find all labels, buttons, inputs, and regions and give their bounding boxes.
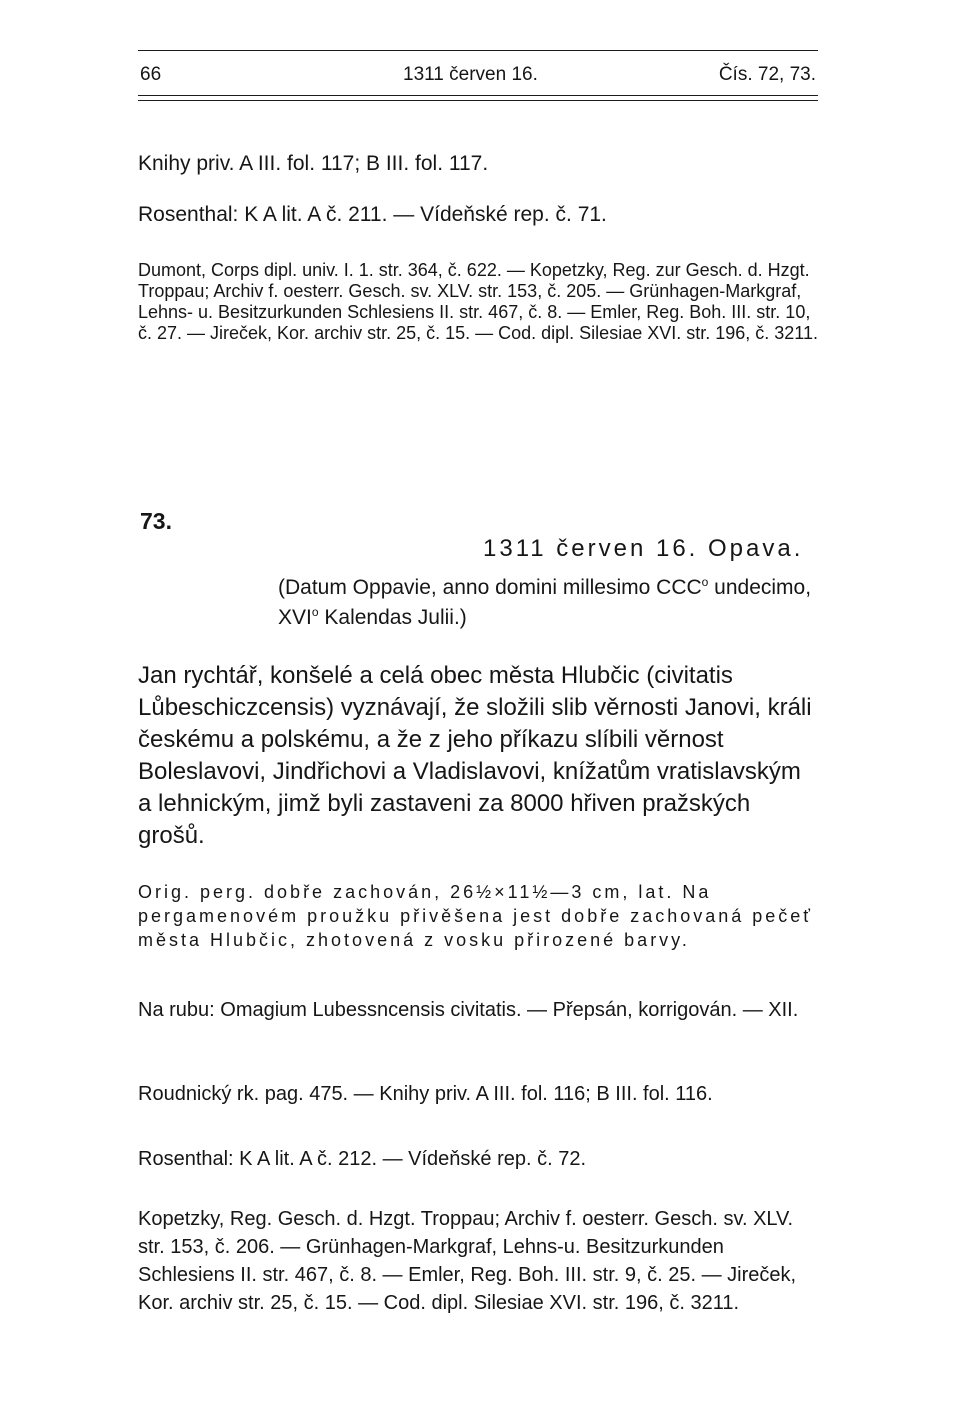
doc73-literature: Kopetzky, Reg. Gesch. d. Hzgt. Troppau; Archiv f. oesterr. Gesch. sv. XLV. str. 153, č. 206. — Grünhagen-Markgraf, Lehns-u. Besitzurkunden Schlesiens II. str. 467, č. 8. — Emler, Reg. Boh. III. str. 9, č. 25. — Jireček, Kor. archiv str. 25, č. 15. — Cod. dipl. Silesiae XVI. str. 196, č. 3211.	[138, 1208, 797, 1314]
regest-paragraph: Jan rychtář, konšelé a celá obec města Hlubčic (civitatis Lůbeschiczcensis) vyznávají, že složili slib věrnosti Janovi, králi českému a polskému, a že z jeho příkazu slíbili věrnost Boleslavovi, Jindřichovi a Vladislavovi, knížatům vratislavským a lehnickým, jimž byli zastaveni za 8000 hřiven pražských grošů.	[138, 662, 812, 849]
verso-note: Na rubu: Omagium Lubessncensis civitatis. — Přepsán, korrigován. — XII.	[138, 999, 799, 1021]
datum-formula: (Datum Oppavie, anno domini millesimo CCC$^o$ undecimo, XVI$^o$ Kalendas Julii.)	[278, 575, 812, 629]
doc72-sources-line-2: Rosenthal: K A lit. A č. 211. — Vídeňské rep. č. 71.	[138, 203, 607, 226]
document-heading: 1311 červen 16. Opava.	[483, 535, 804, 562]
rosenthal-note: Rosenthal: K A lit. A č. 212. — Vídeňské rep. č. 72.	[138, 1148, 587, 1170]
top-rule	[138, 50, 818, 51]
page-number: 66	[140, 64, 162, 85]
doc72-literature: Dumont, Corps dipl. univ. I. 1. str. 364, č. 622. — Kopetzky, Reg. zur Gesch. d. Hzgt. Troppau; Archiv f. oesterr. Gesch. sv. XLV. str. 153, č. 205. — Grünhagen-Markgraf, Lehns- u. Besitzurkunden Schlesiens II. str. 467, č. 8. — Emler, Reg. Boh. III. str. 10, č. 27. — Jireček, Kor. archiv str. 25, č. 15. — Cod. dipl. Silesiae XVI. str. 196, č. 3211.	[138, 260, 818, 343]
header-document-numbers: Čís. 72, 73.	[718, 64, 816, 85]
running-header	[138, 64, 818, 92]
header-rule-1	[138, 95, 818, 96]
doc72-sources-line-1: Knihy priv. A III. fol. 117; B III. fol. 117.	[138, 152, 489, 175]
header-rule-2	[138, 100, 818, 101]
original-description: Orig. perg. dobře zachován, 26½×11½—3 cm, lat. Na pergamenovém proužku přivěšena jest dobře zachovaná pečeť města Hlubčic, zhotovená z vosku přirozené barvy.	[138, 882, 814, 950]
document-number: 73.	[140, 508, 172, 534]
copies-note: Roudnický rk. pag. 475. — Knihy priv. A III. fol. 116; B III. fol. 116.	[138, 1083, 713, 1105]
header-date: 1311 červen 16.	[403, 64, 538, 85]
